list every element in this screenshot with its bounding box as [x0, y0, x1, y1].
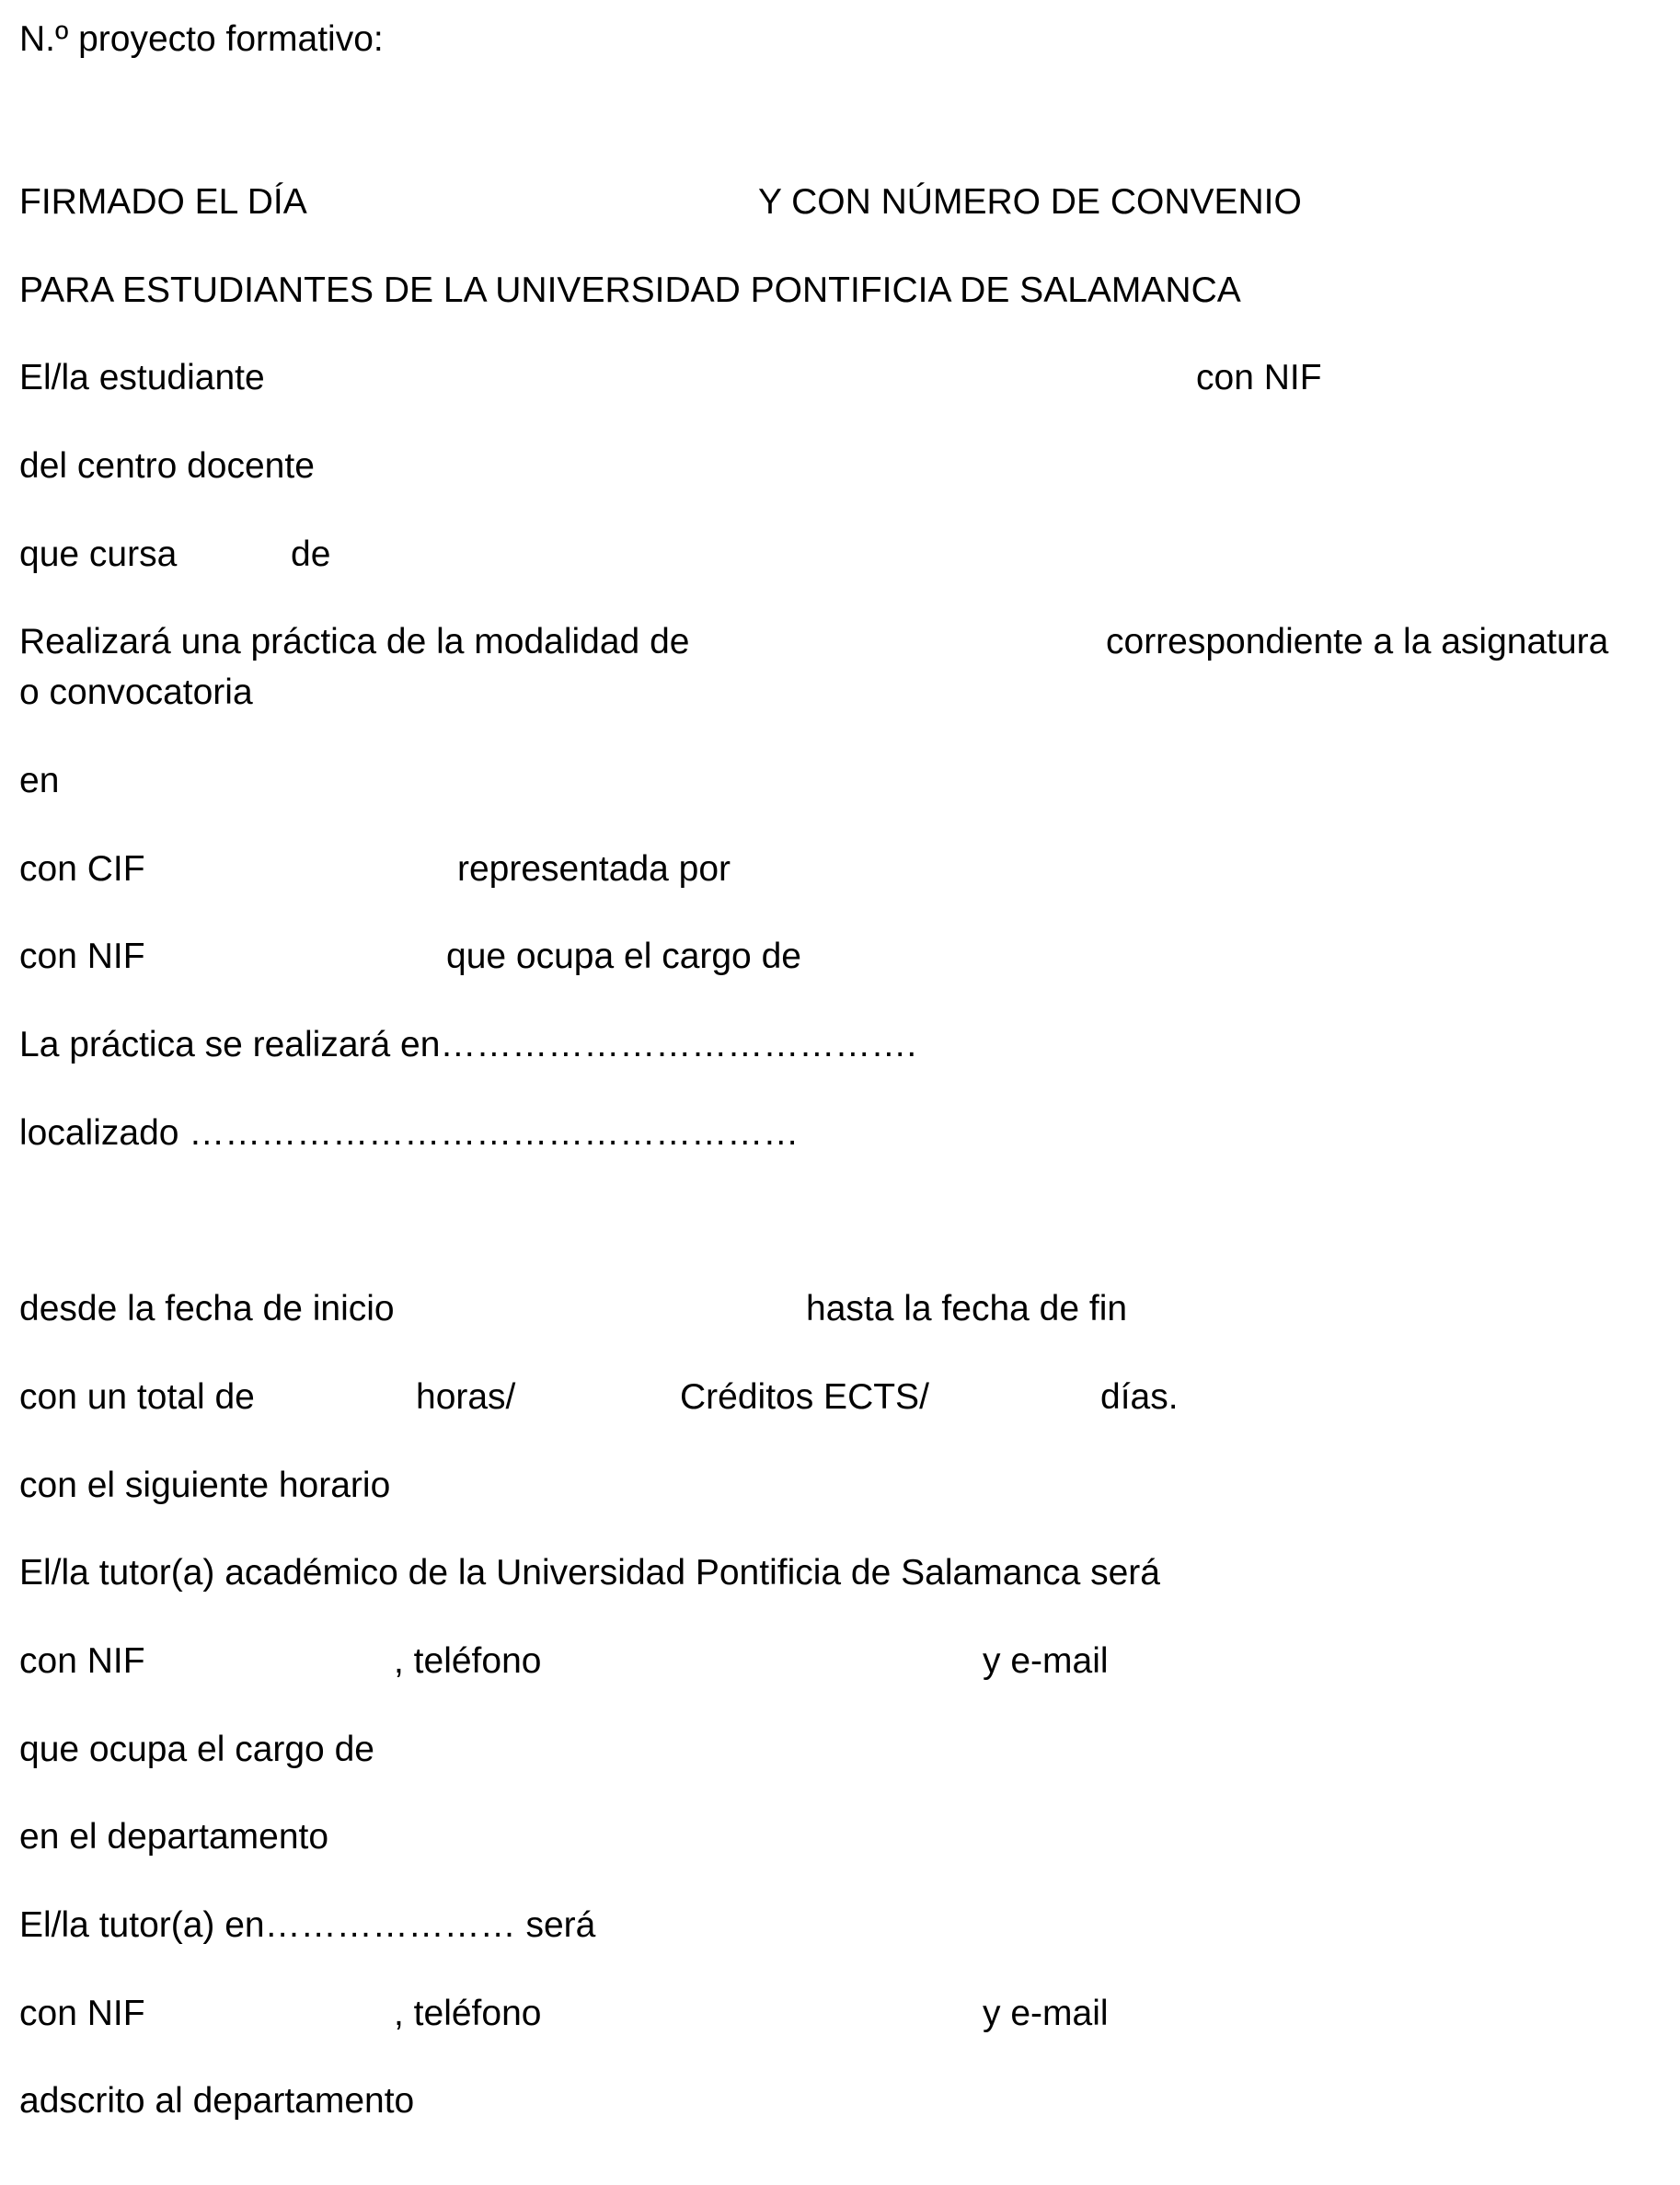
modality-line — [0, 624, 1680, 666]
academic-tutor-contact-line — [0, 1643, 1680, 1685]
company-tutor-department-line — [0, 2083, 1680, 2125]
call-label: o convocatoria — [19, 673, 253, 712]
cif-label: con CIF — [19, 849, 145, 889]
dates-line — [0, 1291, 1680, 1333]
schedule-label: con el siguiente horario — [19, 1466, 391, 1505]
company-tutor-phone-label: , teléfono — [394, 1994, 542, 2033]
in-label: en — [19, 761, 60, 800]
signed-on-label: FIRMADO EL DÍA — [19, 182, 307, 222]
academic-tutor-email-label: y e-mail — [983, 1641, 1109, 1681]
student-nif-label: con NIF — [1196, 358, 1322, 397]
academic-tutor-position-line — [0, 1731, 1680, 1774]
schedule-line — [0, 1467, 1680, 1510]
call-line — [0, 674, 1680, 717]
practice-location-line — [0, 1027, 1680, 1069]
academic-tutor-phone-label: , teléfono — [394, 1641, 542, 1681]
student-label: El/la estudiante — [19, 358, 265, 397]
representative-position-label: que ocupa el cargo de — [446, 937, 801, 976]
practice-location-label: La práctica se realizará en…………………………………. — [19, 1025, 917, 1064]
academic-tutor-department-label: en el departamento — [19, 1817, 329, 1857]
students-heading-line — [0, 272, 1680, 315]
in-line — [0, 763, 1680, 805]
course-of-label: de — [291, 535, 331, 574]
academic-tutor-line — [0, 1555, 1680, 1597]
project-number-label: N.º proyecto formativo: — [19, 19, 384, 59]
company-tutor-department-label: adscrito al departamento — [19, 2081, 415, 2121]
academic-tutor-nif-label: con NIF — [19, 1641, 145, 1681]
company-tutor-contact-line — [0, 1995, 1680, 2038]
located-label: localizado …………………………………………… — [19, 1113, 800, 1153]
subject-label: correspondiente a la asignatura — [1106, 622, 1609, 661]
located-line — [0, 1115, 1680, 1157]
school-line — [0, 448, 1680, 490]
agreement-number-label: Y CON NÚMERO DE CONVENIO — [758, 182, 1302, 222]
end-date-label: hasta la fecha de fin — [806, 1289, 1128, 1328]
hours-label: horas/ — [416, 1377, 516, 1417]
academic-tutor-label: El/la tutor(a) académico de la Universidad Pontificia de Salamanca será — [19, 1553, 1160, 1593]
academic-tutor-department-line — [0, 1819, 1680, 1861]
company-tutor-line — [0, 1907, 1680, 1949]
student-line — [0, 360, 1680, 402]
company-tutor-nif-label: con NIF — [19, 1994, 145, 2033]
academic-tutor-position-label: que ocupa el cargo de — [19, 1730, 374, 1769]
days-label: días. — [1100, 1377, 1179, 1417]
total-label: con un total de — [19, 1377, 255, 1417]
school-label: del centro docente — [19, 446, 315, 486]
signature-line — [0, 184, 1680, 226]
cif-line — [0, 851, 1680, 893]
start-date-label: desde la fecha de inicio — [19, 1289, 395, 1328]
represented-by-label: representada por — [457, 849, 731, 889]
company-tutor-label: El/la tutor(a) en………………… será — [19, 1905, 596, 1945]
representative-line — [0, 938, 1680, 981]
course-line — [0, 536, 1680, 579]
modality-label: Realizará una práctica de la modalidad de — [19, 622, 690, 661]
company-tutor-email-label: y e-mail — [983, 1994, 1109, 2033]
course-label: que cursa — [19, 535, 178, 574]
students-heading: PARA ESTUDIANTES DE LA UNIVERSIDAD PONTIFICIA DE SALAMANCA — [19, 270, 1241, 310]
project-number-line — [0, 21, 1680, 63]
total-line — [0, 1379, 1680, 1421]
representative-nif-label: con NIF — [19, 937, 145, 976]
ects-label: Créditos ECTS/ — [680, 1377, 929, 1417]
